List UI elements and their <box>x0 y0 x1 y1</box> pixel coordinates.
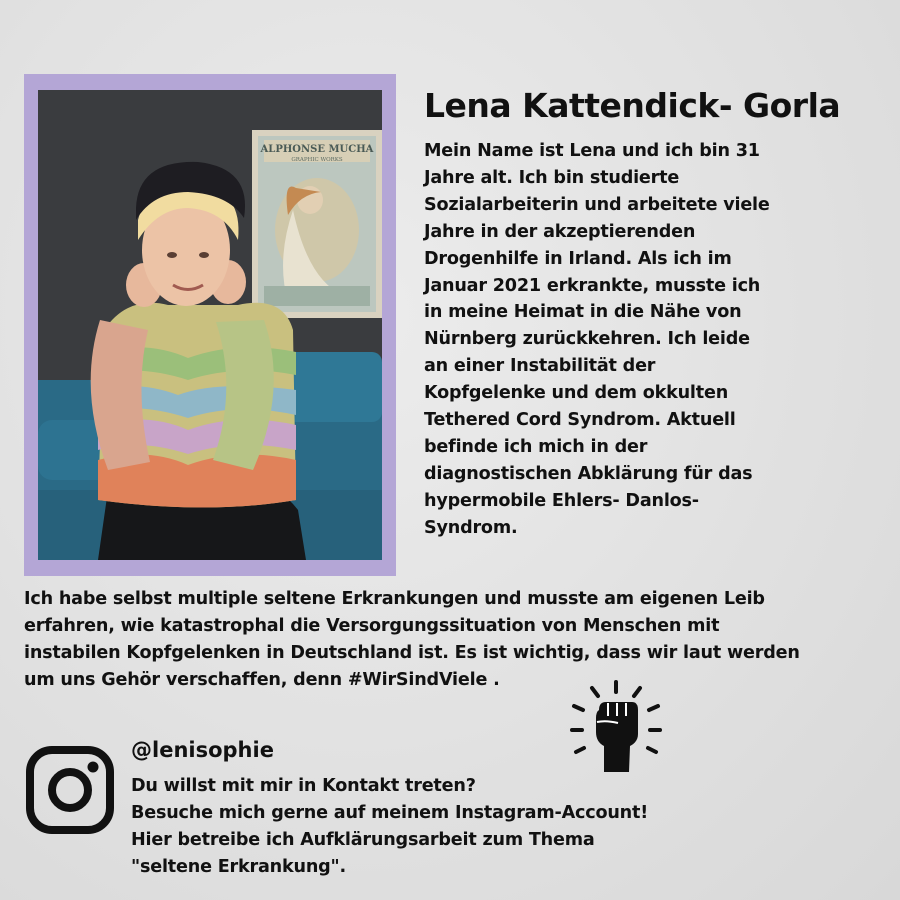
poster-title: ALPHONSE MUCHA <box>260 144 374 155</box>
instagram-handle[interactable]: @lenisophie <box>131 738 274 762</box>
portrait-photo <box>38 90 382 560</box>
instagram-icon[interactable] <box>26 746 114 834</box>
mucha-poster <box>252 130 382 318</box>
poster-subtitle: GRAPHIC WORKS <box>291 157 343 163</box>
raised-fist-icon <box>566 676 666 776</box>
statement-text: Ich habe selbst multiple seltene Erkrankungen und musste am eigenen Leib erfahren, wie katastrophal die Versorgungssituation von Menschen mit instabilen Kopfgelenken in Deutschland ist. Es ist wichtig, dass wir laut werden um uns Gehör verschaffen, denn #WirSindViele . <box>24 589 800 690</box>
bio-text: Mein Name ist Lena und ich bin 31 Jahre alt. Ich bin studierte Sozialarbeiterin und arbeitete viele Jahre in der akzeptierenden Drogenhilfe in Irland. Als ich im Januar 2021 erkrankte, musste ich in meine Heimat in die Nähe von Nürnberg zurückkehren. Ich leide an einer Instabilität der Kopfgelenke und dem okkulten Tethered Cord Syndrom. Aktuell befinde ich mich in der diagnostischen Abklärung für das hypermobile Ehlers- Danlos- Syndrom. <box>424 141 770 538</box>
sweater <box>91 303 296 508</box>
contact-text: Du willst mit mir in Kontakt treten? Besuche mich gerne auf meinem Instagram-Account! Hier betreibe ich Aufklärungsarbeit zum Thema "seltene Erkrankung". <box>131 776 649 877</box>
portrait-illustration <box>38 90 382 560</box>
photo-frame <box>24 74 396 576</box>
person-name: Lena Kattendick- Gorla <box>424 86 841 125</box>
